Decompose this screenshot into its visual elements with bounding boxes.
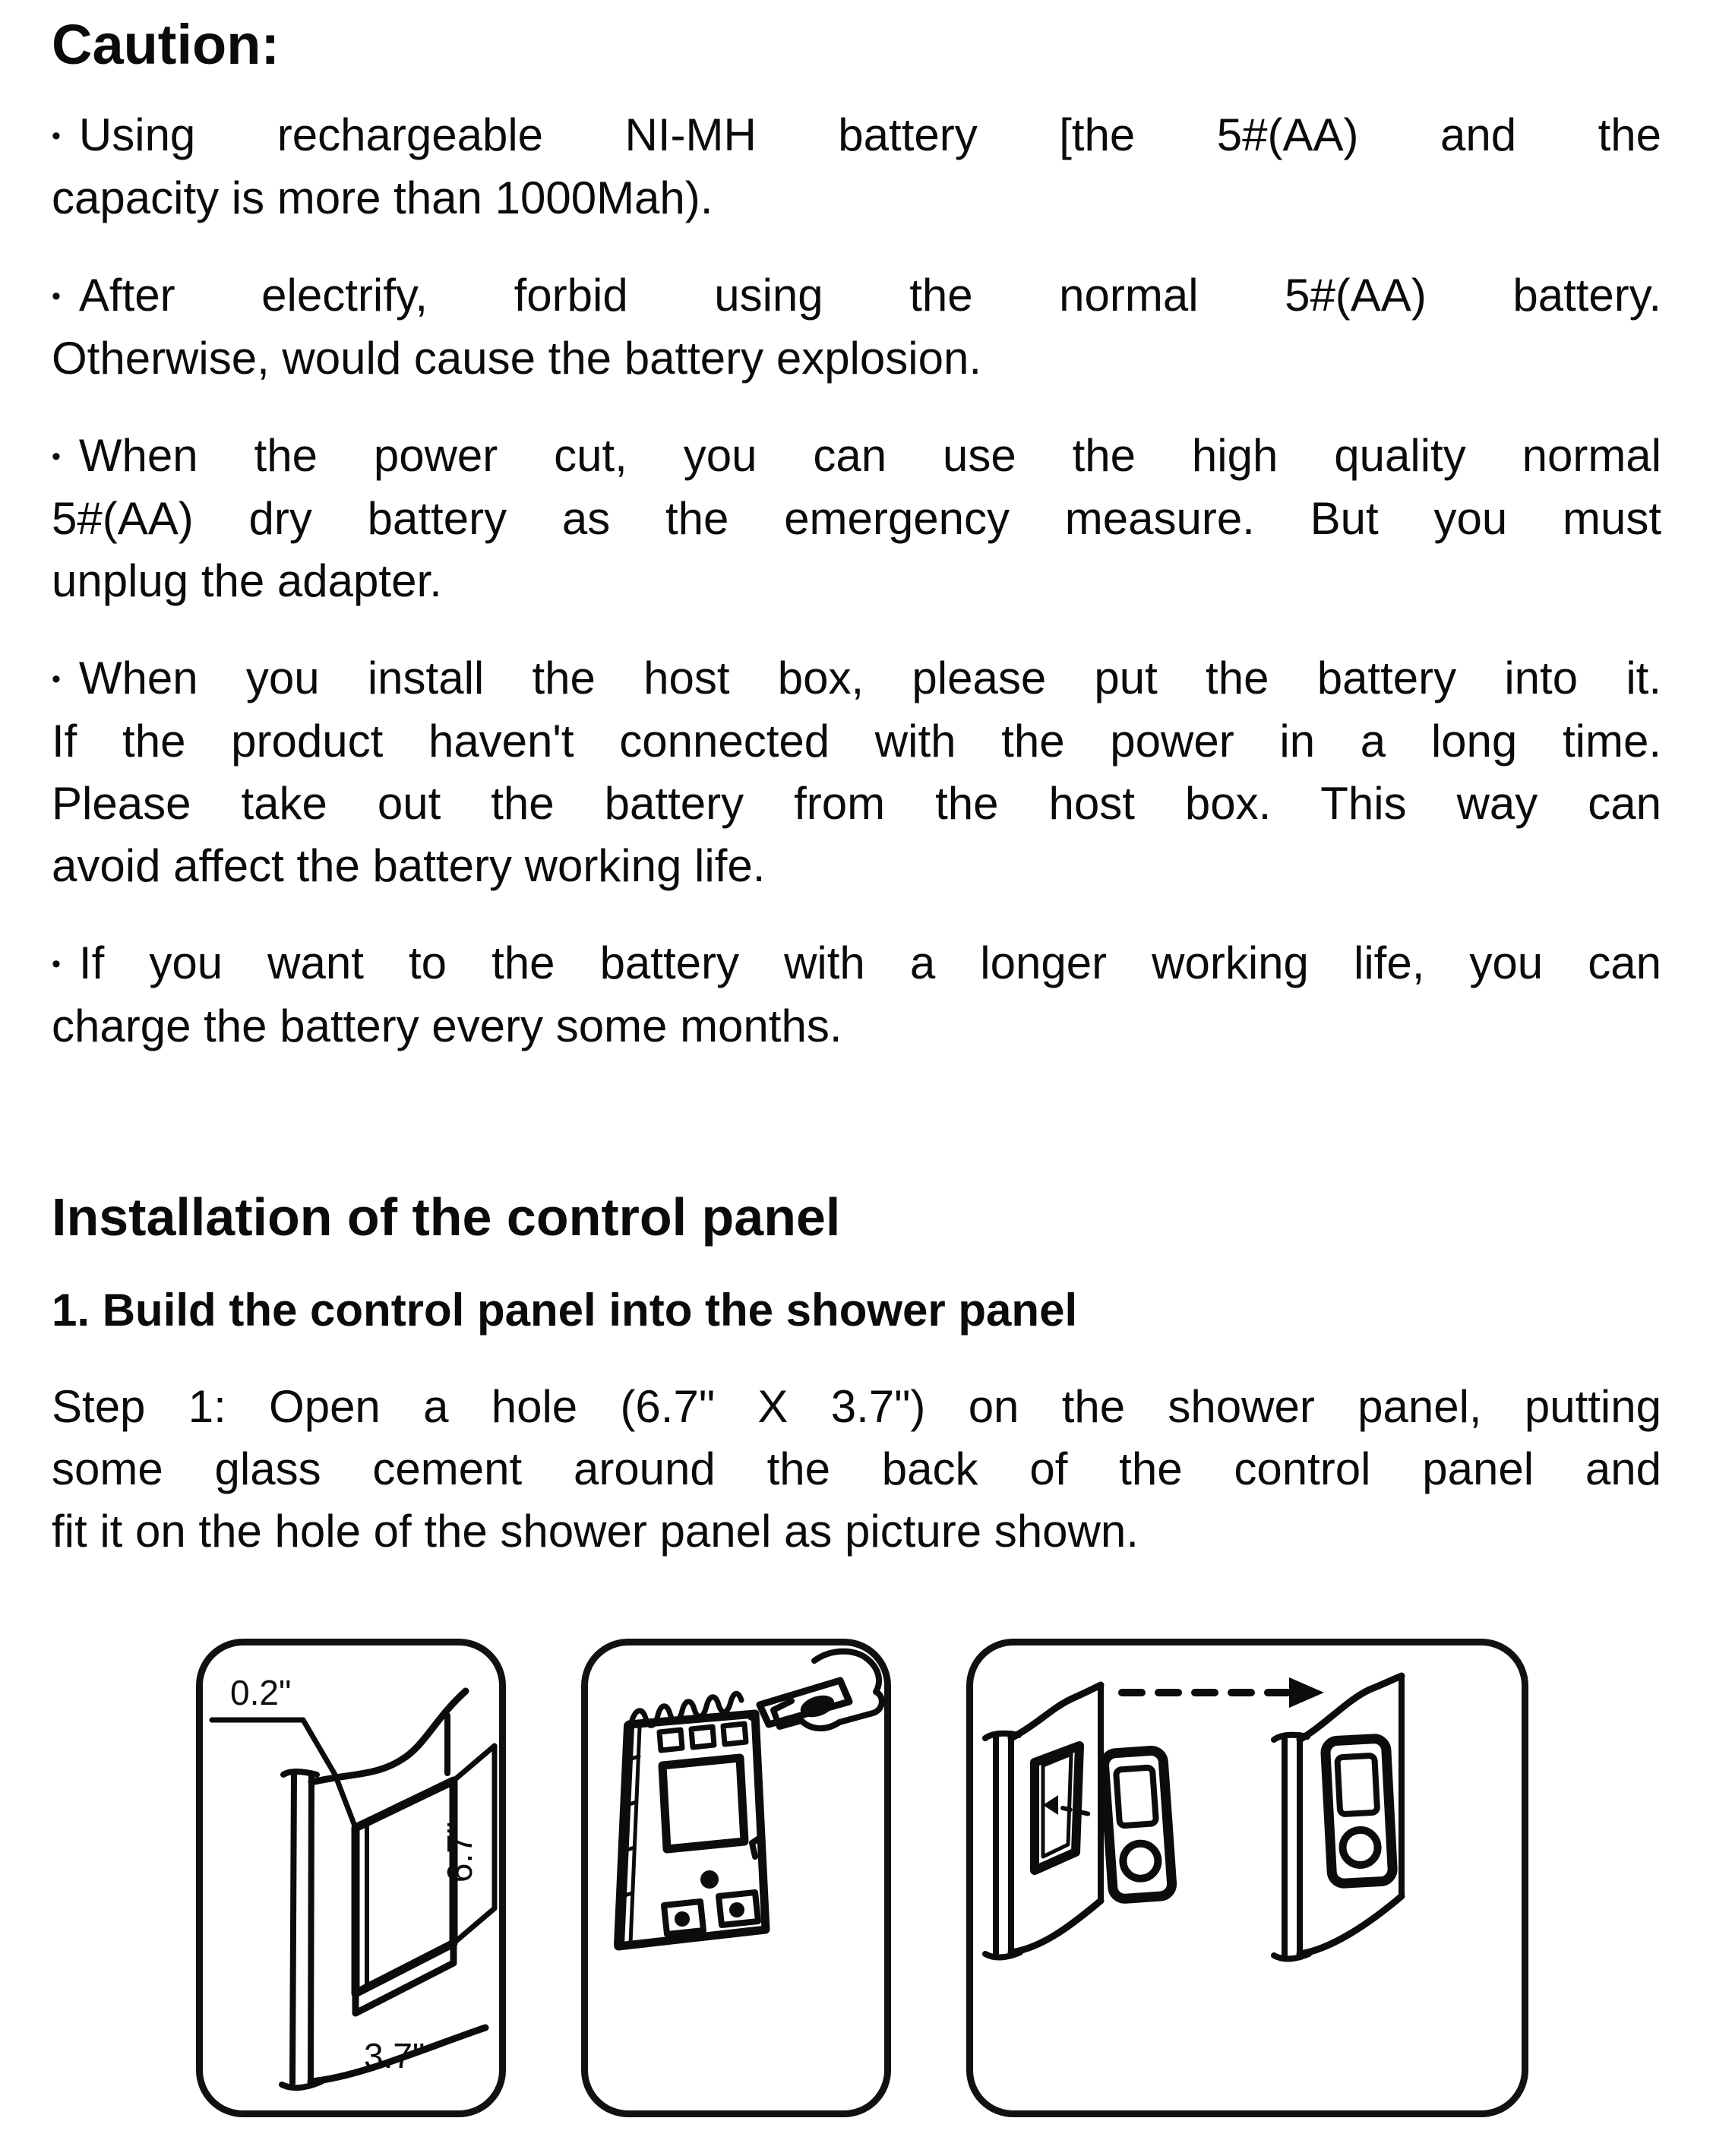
bullet-marker: • — [52, 282, 61, 311]
bullet-line: 5#(AA) dry battery as the emergency measure. But you must — [52, 493, 1661, 545]
wall-bottom-edge — [1011, 1901, 1101, 1952]
dimension-label-thickness: 0.2" — [230, 1673, 292, 1712]
caulk-nozzle-tip — [747, 1710, 757, 1721]
step-line: some glass cement around the back of the control panel and — [52, 1443, 1661, 1495]
foot-screw-hole-left — [675, 1911, 690, 1927]
bullet-text: When the power cut, you can use the high quality normal — [78, 430, 1661, 482]
figures-row — [0, 1639, 1713, 2125]
caution-bullet-1 — [52, 104, 1661, 229]
bullet-line — [52, 104, 1661, 167]
bullet-marker: • — [52, 950, 61, 979]
control-panel-dial — [1122, 1842, 1159, 1879]
caution-bullet-4 — [52, 647, 1661, 897]
figure-apply-cement — [581, 1639, 891, 2117]
bullet-marker: • — [52, 122, 61, 151]
hole-dimensions-sketch — [203, 1645, 499, 2110]
page-content — [52, 8, 1661, 1563]
bullet-line: Please take out the battery from the host box. This way can — [52, 778, 1661, 830]
wall-top-edge — [1011, 1685, 1101, 1738]
panel-opening — [662, 1758, 744, 1849]
wall-frame-edge — [282, 1772, 321, 2088]
bullet-line: avoid affect the battery working life. — [52, 840, 766, 892]
bullet-line — [52, 932, 1661, 995]
shower-wall-before — [985, 1685, 1101, 1958]
control-panel-floating — [1103, 1750, 1172, 1899]
bullet-line — [52, 647, 1661, 710]
caution-bullet-2 — [52, 264, 1661, 390]
wall-frame-edge — [985, 1734, 1020, 1958]
caution-bullet-3 — [52, 425, 1661, 612]
cut-hole-outline — [356, 1781, 454, 1993]
installation-heading: Installation of the control panel — [52, 1187, 841, 1247]
bullet-marker: • — [52, 442, 61, 472]
dimension-label-height: 6.7" — [440, 1821, 479, 1883]
bullet-line: unplug the adapter. — [52, 555, 442, 607]
figure-insert-panel — [966, 1639, 1528, 2117]
bullet-marker: • — [52, 665, 61, 694]
caution-heading: Caution: — [52, 13, 280, 76]
arrow-left-icon — [1043, 1795, 1058, 1815]
bullet-line: charge the battery every some months. — [52, 1001, 842, 1052]
step-line: fit it on the hole of the shower panel as picture shown. — [52, 1506, 1139, 1557]
bullet-line — [52, 425, 1661, 488]
panel-vent-slots — [659, 1724, 746, 1750]
wall-bottom-edge — [1300, 1896, 1402, 1954]
apply-cement-sketch — [588, 1645, 884, 2110]
wall-frame-edge — [1274, 1735, 1309, 1959]
installation-subheading: 1. Build the control panel into the shower panel — [52, 1285, 1078, 1336]
bullet-text: If you want to the battery with a longer working life, you can — [78, 937, 1661, 989]
bullet-text: When you install the host box, please put the battery into it. — [78, 653, 1661, 704]
step-line: Step 1: Open a hole (6.7" X 3.7") on the shower panel, putting — [52, 1381, 1661, 1433]
foot-screw-hole-right — [729, 1902, 744, 1917]
shower-wall-after — [1274, 1676, 1402, 1959]
control-panel-installed — [1325, 1738, 1393, 1884]
insert-panel-sketch — [973, 1645, 1522, 2110]
panel-center-hole — [700, 1870, 719, 1889]
bullet-text: After electrify, forbid using the normal 5#(AA) battery. — [78, 270, 1661, 321]
figure-hole-dimensions — [196, 1639, 506, 2117]
bullet-line — [52, 264, 1661, 327]
bullet-line: If the product haven't connected with the power in a long time. — [52, 716, 1661, 767]
bullet-line: Otherwise, would cause the battery explosion. — [52, 333, 981, 384]
caution-bullet-5 — [52, 932, 1661, 1057]
bullet-line: capacity is more than 1000Mah). — [52, 172, 713, 224]
control-panel-screen — [1337, 1756, 1377, 1814]
step1-paragraph — [52, 1376, 1661, 1563]
bullet-text: Using rechargeable NI-MH battery [the 5#(AA) and the — [78, 109, 1661, 161]
control-panel-dial — [1342, 1829, 1378, 1866]
arrow-right-icon — [1289, 1677, 1324, 1708]
control-panel-screen — [1116, 1767, 1156, 1826]
wall-top-edge — [1300, 1676, 1402, 1740]
wall-top-edge — [311, 1691, 466, 1782]
dimension-label-width: 3.7" — [364, 2036, 425, 2075]
